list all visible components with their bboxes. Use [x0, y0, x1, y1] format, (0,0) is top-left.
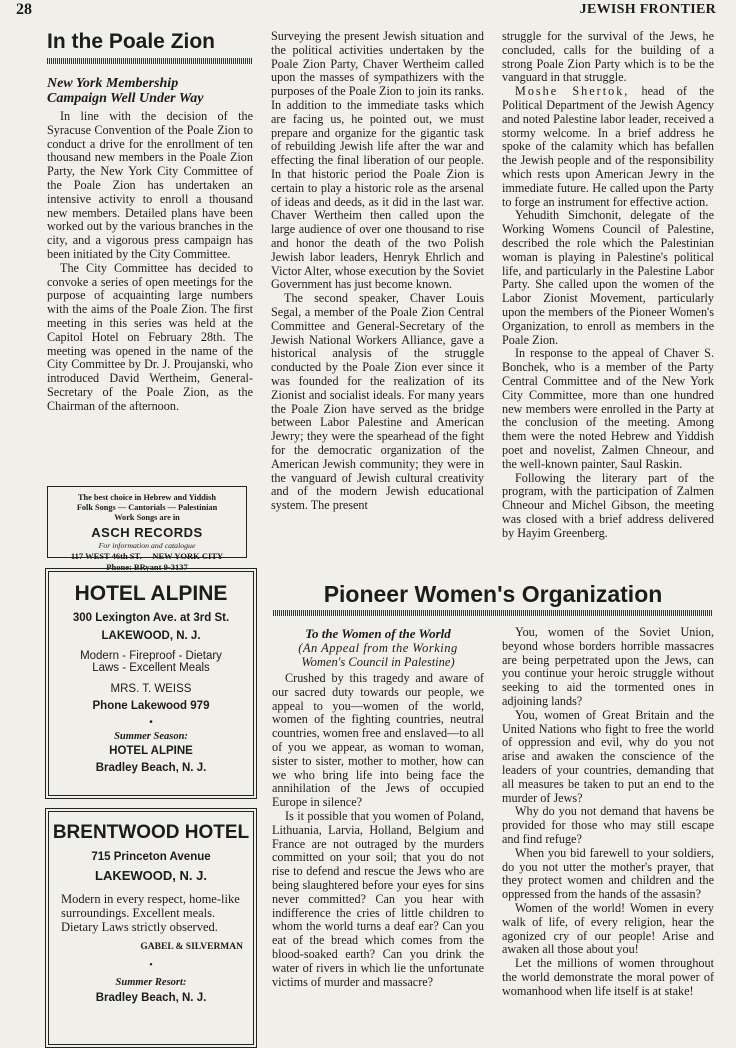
paragraph: Moshe Shertok, head of the Political Department of the Jewish Agency and noted Palestine labor leader, received a stormy welcome. In a brief address he spoke of the calamity which has befallen the Jewish people and of the responsibility which rests upon American Jewry in the immediate future. He called upon the Party to forge an instrument for effective action.: [502, 84, 714, 209]
paragraph: Women of the world! Women in every walk of life, of every religion, hear the agonized cry of our people! Arise and awaken all those about you!: [502, 900, 714, 957]
ad-address: 117 WEST 46th ST. NEW YORK CITY: [70, 551, 224, 561]
poale-column-2: [271, 30, 484, 513]
ad-text: The best choice in Hebrew and Yiddish Folk Songs — Cantorials — Palestinian Work Songs are in: [76, 493, 218, 522]
paragraph: The second speaker, Chaver Louis Segal, a member of the Poale Zion Central Committee and General-Secretary of the Jewish National Workers Alliance, gave a historical analysis of the struggle conducted by the Poale Zion ever since it was founded for the realization of its Zionist and socialist ideals. For many years the Poale Zion have served as the bridge between Labor Palestine and American Jewry; they were the spearhead of the fight for the democratic organization of the American Jewish community; they were in the vanguard of Jewish cultural creativity and of the modern Jewish educational system. The present: [271, 291, 484, 513]
brentwood-hotel-ad: [45, 808, 257, 1048]
paragraph: struggle for the survival of the Jews, he concluded, calls for the building of a strong Poale Zion Party which is to be the vanguard in that struggle.: [502, 29, 714, 85]
ad-features: Modern - Fireproof - Dietary: [80, 650, 222, 662]
ad-city: LAKEWOOD, N. J.: [101, 630, 201, 642]
ad-season-label: Summer Season:: [114, 731, 188, 742]
ad-season-name: HOTEL ALPINE: [109, 745, 193, 757]
ad-name: ASCH RECORDS: [91, 525, 203, 540]
title-rule: [273, 610, 713, 616]
paragraph: In response to the appeal of Chaver S. Bonchek, who is a member of the Party Central Committee and of the New York City Committee, more than one hundred new members were enrolled in the Party at the conclusion of the meeting. Among them were the noted Hebrew and Yiddish poet and novelist, Zalmen Chneour, and the well-known painter, Saul Raskin.: [502, 346, 714, 471]
ad-name: HOTEL ALPINE: [74, 582, 228, 605]
page-number: 28: [16, 1, 32, 18]
ad-resort-label: Summer Resort:: [115, 977, 187, 988]
pioneer-header: [273, 582, 713, 616]
pioneer-column-2: [502, 626, 714, 999]
ad-proprietor: MRS. T. WEISS: [110, 683, 192, 695]
paragraph: You, women of Great Britain and the United Nations who fight to free the world of oppression and evil, why do you not arise and awaken the conscience of the leaders of your countries, demanding that all measures be taken to put an end to the murder of Jews?: [502, 707, 714, 805]
speaker-name: Moshe Shertok,: [515, 84, 630, 99]
bullet-icon: •: [149, 960, 153, 971]
paragraph: When you bid farewell to your soldiers, do you not utter the mother's prayer, that they protect women and children and the oppressed from the hands of the assasin?: [502, 845, 714, 902]
ad-phone: Phone: BRyant 9-3137: [106, 562, 188, 572]
paragraph: Yehudith Simchonit, delegate of the Working Womens Council of Palestine, described the role which the Palestinian woman is playing in Palestine's political life, and particularly in the Palestine Labor Party. She called upon the women of the Labor Zionist Movement, particularly upon the members of the Pioneer Women's Organization, to enroll as members in the Poale Zion.: [502, 208, 714, 347]
paragraph: Is it possible that you women of Poland, Lithuania, Larvia, Holland, Belgium and France are not outraged by the murders committed on your soil; that you do not rise to defend and rescue the Jews who are being slaughtered before your eyes for sins never committed? Can you hear with indifference the cries of little children to whom the world turns a deaf ear? Can you eat of the bread which comes from the blood-soaked earth? Can you drink the water of rivers in which lie the unfortunate victims of murder and massacre?: [272, 808, 484, 989]
paragraph: Following the literary part of the program, with the participation of Zalmen Chneour and Michel Gibson, the meeting was closed with a brief address delivered by Hayim Greenberg.: [502, 470, 714, 540]
ad-address: 300 Lexington Ave. at 3rd St.: [72, 612, 230, 624]
poale-column-3: [502, 30, 714, 540]
ad-city: LAKEWOOD, N. J.: [95, 868, 207, 883]
section-title: In the Poale Zion: [47, 30, 216, 53]
ad-address: 715 Princeton Avenue: [91, 851, 211, 863]
ad-resort-city: Bradley Beach, N. J.: [95, 992, 207, 1004]
ad-description: Modern in every respect, home-like surroundings. Excellent meals. Dietary Laws strictly observed.: [61, 892, 240, 934]
appeal-subheading: To the Women of the World (An Appeal from the Working Women's Council in Palestine): [298, 626, 458, 669]
ad-owners: GABEL & SILVERMAN: [140, 942, 243, 952]
paragraph: In line with the decision of the Syracuse Convention of the Poale Zion to conduct a drive for the enrollment of ten thousand new members in the Poale Zion Party, the New York City Committee of the Poale Zion has undertaken an intensive activity to enroll a thousand new members. Detailed plans have been worked out by the various branches in the city, and a vigorous press campaign has been initiated by the City Committee.: [47, 109, 253, 261]
section-title: Pioneer Women's Organization: [323, 581, 663, 607]
pioneer-column-1: [272, 626, 484, 989]
title-rule: [47, 58, 253, 64]
paragraph: Let the millions of women throughout the world demonstrate the moral power of womanhood when life itself is at stake!: [502, 956, 714, 998]
paragraph: Surveying the present Jewish situation and the political activities undertaken by the Poale Zion Party, Chaver Wertheim called upon the masses of sympathizers with the purposes of the Poale Zion to join its ranks. In addition to the immediate tasks which are facing us, he pointed out, we must prepare and organize for the gigantic task of rebuilding Jewish life after the war and effecting the final liberation of our people. In that historic period the Poale Zion is certain to play a historic role as the arsenal of ideas and deeds, as it did in the last war. Chaver Wertheim then called upon the large audience of over one thousand to rise and honor the death of the two Polish Jewish labor leaders, Henryk Ehrlich and Victor Alter, whose execution by the Soviet Government has just become known.: [271, 29, 484, 292]
asch-records-ad: [47, 486, 247, 572]
ad-season-city: Bradley Beach, N. J.: [95, 762, 207, 774]
paragraph: The City Committee has decided to convoke a series of open meetings for the purpose of acquainting large numbers with the aims of the Poale Zion. The first meeting in this series was held at the Capitol Hotel on February 28th. The meeting was opened in the name of the City Committee by Dr. J. Proujanski, who introduced David Wertheim, General-Secretary of the Poale Zion, as the Chairman of the afternoon.: [47, 260, 253, 413]
ad-name: BRENTWOOD HOTEL: [52, 822, 250, 843]
subheading: New York Membership Campaign Well Under Way: [47, 76, 204, 106]
running-head: JEWISH FRONTIER: [579, 2, 716, 17]
ad-phone: Phone Lakewood 979: [92, 700, 210, 712]
bullet-icon: •: [149, 717, 153, 728]
paragraph: Why do you not demand that havens be provided for those who may still escape and find refuge?: [502, 804, 714, 846]
poale-column-1: [47, 30, 253, 414]
ad-info: For information and catalogue: [98, 541, 196, 550]
hotel-alpine-ad: [45, 568, 257, 799]
paragraph: Crushed by this tragedy and aware of our sacred duty towards our people, we appeal to you—women of the world, women of the fighting countries, neutral countries, women free and enslaved—to all of you we appear, as woman to woman, sister to sister, mother to mother, how can we who bring life into being face the annihilation of the Jews of occupied Europe in silence?: [272, 671, 484, 810]
paragraph: You, women of the Soviet Union, beyond whose borders horrible massacres are being perpetrated upon the Jews, can you continue your heroic struggle without seeking to aid the tormented ones in adjoining lands?: [502, 625, 714, 708]
ad-features: Laws - Excellent Meals: [92, 662, 210, 674]
